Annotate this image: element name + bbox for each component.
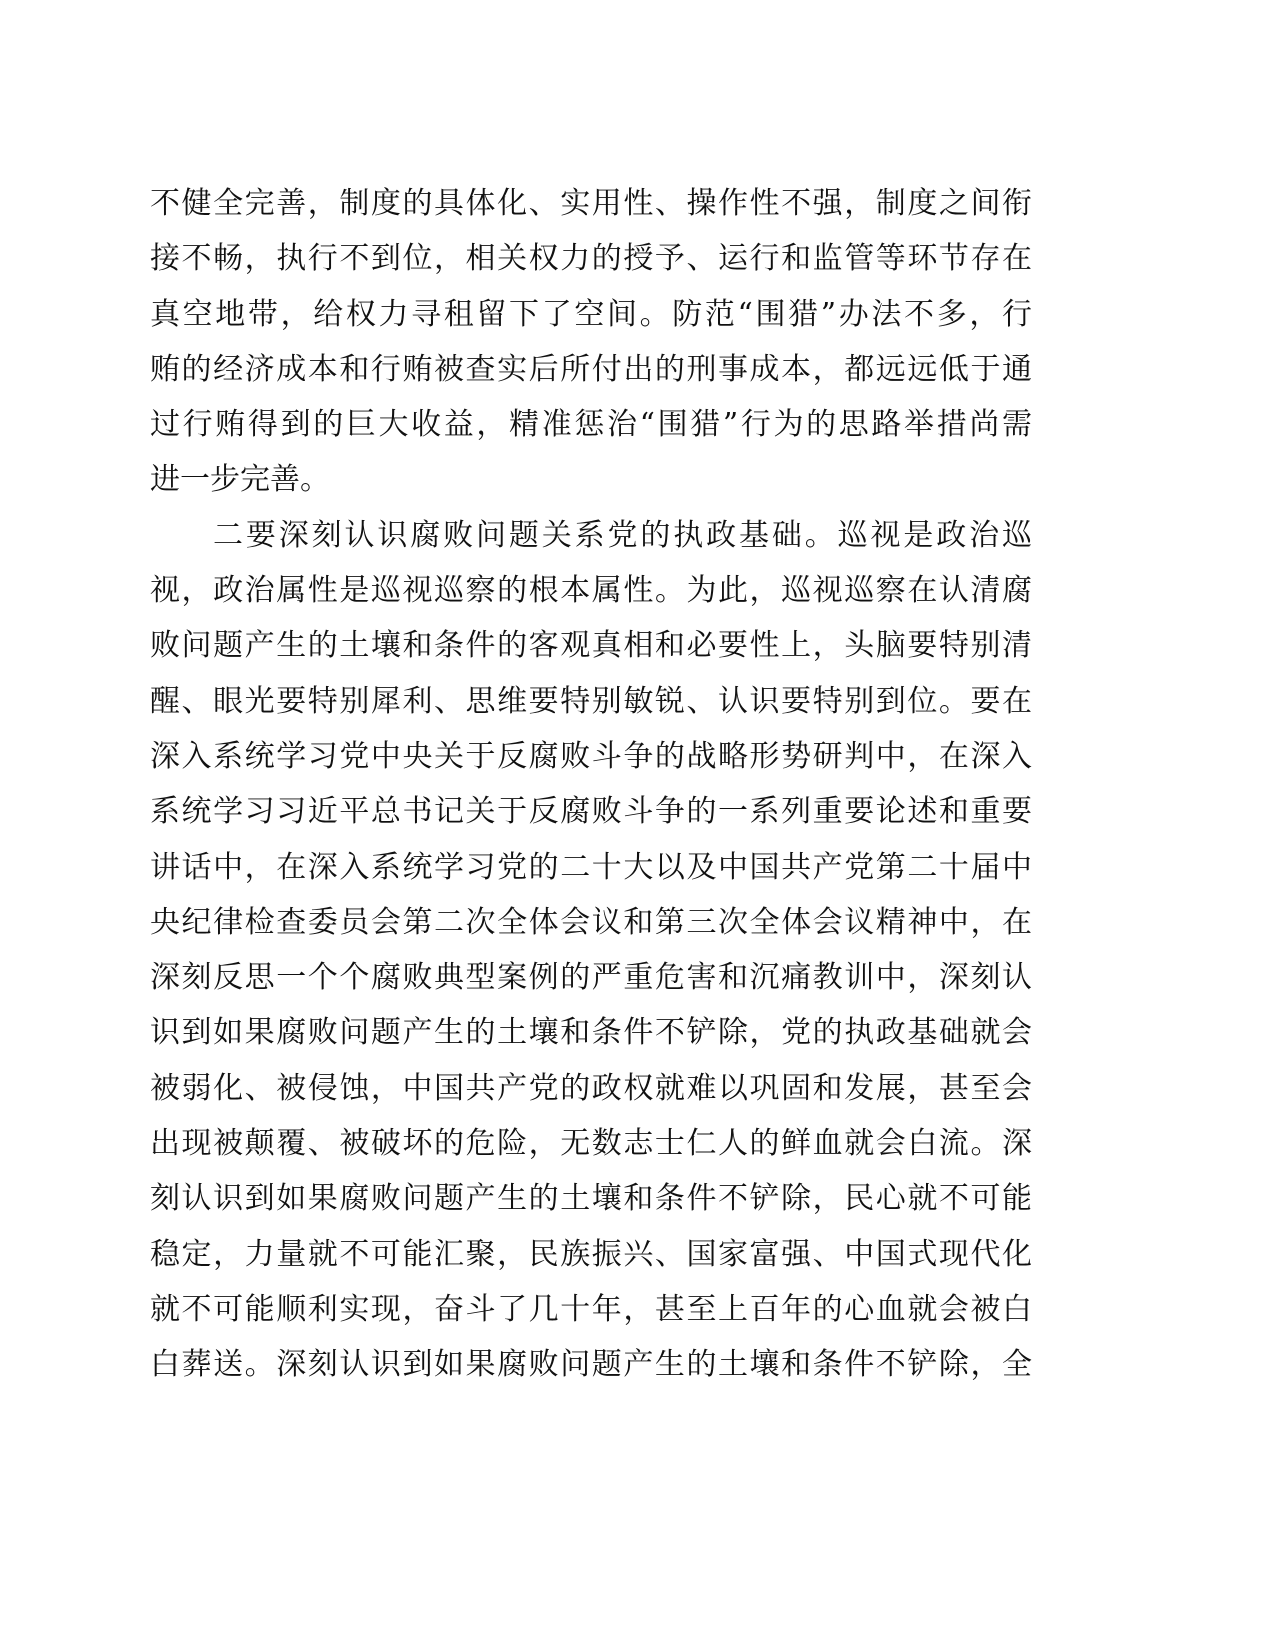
text-line: 央纪律检查委员会第二次全体会议和第三次全体会议精神中，在 <box>150 904 1032 940</box>
paragraph-2 <box>150 508 1032 1393</box>
text-line: 出现被颠覆、被破坏的危险，无数志士仁人的鲜血就会白流。深 <box>150 1126 1032 1162</box>
paragraph-1 <box>150 176 1032 508</box>
text-line: 接不畅，执行不到位，相关权力的授予、运行和监管等环节存在 <box>150 241 1032 277</box>
text-line: 系统学习习近平总书记关于反腐败斗争的一系列重要论述和重要 <box>150 794 1032 830</box>
text-line: 二要深刻认识腐败问题关系党的执政基础。巡视是政治巡 <box>213 517 1032 553</box>
text-line: 识到如果腐败问题产生的土壤和条件不铲除，党的执政基础就会 <box>150 1015 1032 1051</box>
text-line: 不健全完善，制度的具体化、实用性、操作性不强，制度之间衔 <box>150 186 1032 221</box>
text-line: 讲话中，在深入系统学习党的二十大以及中国共产党第二十届中 <box>150 849 1032 885</box>
text-line: 视，政治属性是巡视巡察的根本属性。为此，巡视巡察在认清腐 <box>150 573 1032 609</box>
text-line: 稳定，力量就不可能汇聚，民族振兴、国家富强、中国式现代化 <box>150 1236 1032 1272</box>
text-line: 深刻反思一个个腐败典型案例的严重危害和沉痛教训中，深刻认 <box>150 960 1032 996</box>
text-line: 真空地带，给权力寻租留下了空间。防范“围猎”办法不多，行 <box>150 296 1032 332</box>
text-line: 进一步完善。 <box>150 462 330 498</box>
document-page <box>150 176 1032 1393</box>
text-line: 深入系统学习党中央关于反腐败斗争的战略形势研判中，在深入 <box>150 738 1032 774</box>
text-line: 刻认识到如果腐败问题产生的土壤和条件不铲除，民心就不可能 <box>150 1181 1032 1217</box>
text-line: 白葬送。深刻认识到如果腐败问题产生的土壤和条件不铲除，全 <box>150 1347 1032 1383</box>
text-line: 败问题产生的土壤和条件的客观真相和必要性上，头脑要特别清 <box>150 628 1032 664</box>
text-line: 醒、眼光要特别犀利、思维要特别敏锐、认识要特别到位。要在 <box>150 683 1032 719</box>
text-line: 被弱化、被侵蚀，中国共产党的政权就难以巩固和发展，甚至会 <box>150 1070 1032 1106</box>
text-line: 贿的经济成本和行贿被查实后所付出的刑事成本，都远远低于通 <box>150 351 1032 387</box>
text-line: 就不可能顺利实现，奋斗了几十年，甚至上百年的心血就会被白 <box>150 1291 1032 1327</box>
text-line: 过行贿得到的巨大收益，精准惩治“围猎”行为的思路举措尚需 <box>150 407 1032 443</box>
